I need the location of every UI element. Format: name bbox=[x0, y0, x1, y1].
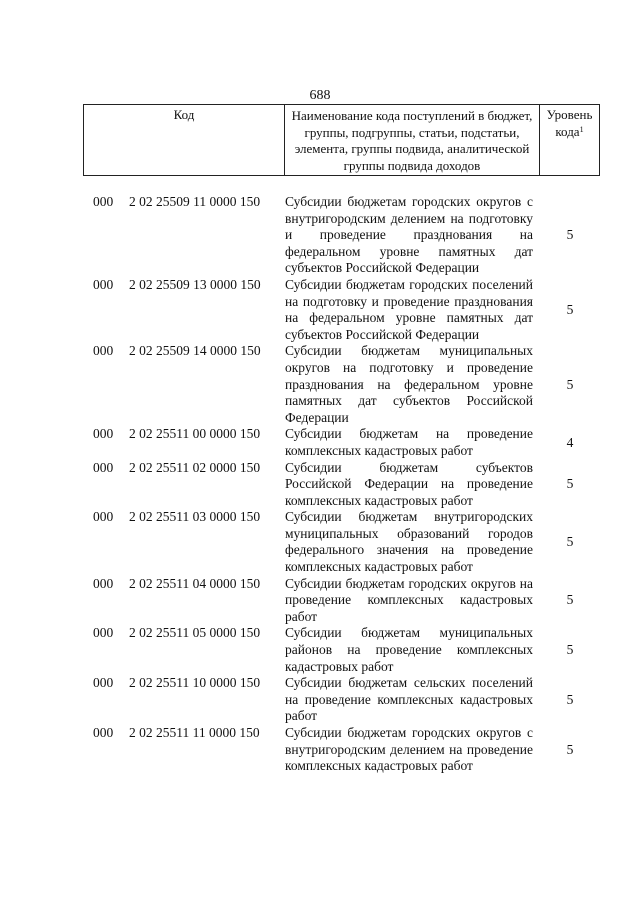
row-level: 5 bbox=[566, 476, 574, 492]
header-name: Наименование кода поступлений в бюджет, группы, подгруппы, статьи, подстатьи, элемента, группы подвида, аналитической группы подвида доходов bbox=[285, 105, 540, 176]
table-row bbox=[0, 675, 640, 725]
row-name: Субсидии бюджетам городских округов с внутригородским делением на подготовку и проведение празднования на федеральном уровне памятных дат субъектов Российской Федерации bbox=[285, 194, 533, 276]
row-prefix: 000 bbox=[93, 459, 114, 475]
row-code: 2 02 25511 05 0000 150 bbox=[129, 625, 261, 641]
row-code: 2 02 25509 13 0000 150 bbox=[129, 276, 261, 292]
row-prefix: 000 bbox=[93, 675, 114, 691]
row-code: 2 02 25511 10 0000 150 bbox=[129, 675, 261, 691]
row-prefix: 000 bbox=[93, 725, 114, 740]
header-code: Код bbox=[84, 105, 285, 176]
header-level-label: Уровень кода bbox=[546, 107, 593, 139]
row-prefix: 000 bbox=[93, 343, 114, 359]
row-name: Субсидии бюджетам на проведение комплексных кадастровых работ bbox=[285, 426, 533, 458]
row-level: 5 bbox=[566, 741, 574, 757]
row-prefix: 000 bbox=[93, 276, 114, 292]
row-level: 5 bbox=[566, 642, 574, 658]
table-row bbox=[0, 343, 640, 426]
table-row bbox=[0, 277, 640, 343]
row-code: 2 02 25511 00 0000 150 bbox=[129, 426, 261, 442]
row-code: 2 02 25511 03 0000 150 bbox=[129, 509, 261, 525]
row-level: 5 bbox=[566, 227, 574, 243]
row-code: 2 02 25511 04 0000 150 bbox=[129, 575, 261, 591]
row-prefix: 000 bbox=[93, 194, 114, 209]
header-level bbox=[540, 105, 600, 176]
row-prefix: 000 bbox=[93, 625, 114, 641]
row-code: 2 02 25509 14 0000 150 bbox=[129, 343, 261, 359]
row-level: 5 bbox=[566, 691, 574, 707]
table-header bbox=[83, 104, 600, 176]
code-list bbox=[0, 194, 640, 775]
table-row bbox=[0, 426, 640, 459]
row-level: 5 bbox=[566, 301, 574, 317]
row-level: 5 bbox=[566, 534, 574, 550]
table-row bbox=[0, 625, 640, 675]
row-prefix: 000 bbox=[93, 509, 114, 525]
row-name: Субсидии бюджетам муниципальных округов на подготовку и проведение празднования на федеральном уровне памятных дат субъектов Российской Федерации bbox=[285, 343, 533, 425]
table-row bbox=[0, 725, 640, 775]
row-level: 5 bbox=[566, 376, 574, 392]
row-level: 4 bbox=[566, 434, 574, 450]
page-number: 688 bbox=[309, 88, 331, 103]
row-name: Субсидии бюджетам городских округов на проведение комплексных кадастровых работ bbox=[285, 575, 533, 624]
row-name: Субсидии бюджетам городских поселений на подготовку и проведение празднования на федеральном уровне памятных дат субъектов Российской Федерации bbox=[285, 276, 533, 342]
row-name: Субсидии бюджетам субъектов Российской Федерации на проведение комплексных кадастровых работ bbox=[285, 459, 533, 508]
row-name: Субсидии бюджетам внутригородских муниципальных образований городов федерального значения на проведение комплексных кадастровых работ bbox=[285, 509, 533, 575]
row-level: 5 bbox=[566, 592, 574, 608]
row-name: Субсидии бюджетам муниципальных районов на проведение комплексных кадастровых работ bbox=[285, 625, 533, 674]
row-name: Субсидии бюджетам сельских поселений на проведение комплексных кадастровых работ bbox=[285, 675, 533, 724]
row-prefix: 000 bbox=[93, 426, 114, 442]
table-row bbox=[0, 194, 640, 277]
row-name: Субсидии бюджетам городских округов с внутригородским делением на проведение комплексных кадастровых работ bbox=[285, 725, 533, 774]
row-code: 2 02 25511 02 0000 150 bbox=[129, 459, 261, 475]
row-prefix: 000 bbox=[93, 575, 114, 591]
row-code: 2 02 25511 11 0000 150 bbox=[129, 725, 260, 740]
row-code: 2 02 25509 11 0000 150 bbox=[129, 194, 261, 209]
table-row bbox=[0, 509, 640, 575]
header-level-footnote: 1 bbox=[579, 124, 584, 134]
table-row bbox=[0, 460, 640, 510]
table-row bbox=[0, 576, 640, 626]
